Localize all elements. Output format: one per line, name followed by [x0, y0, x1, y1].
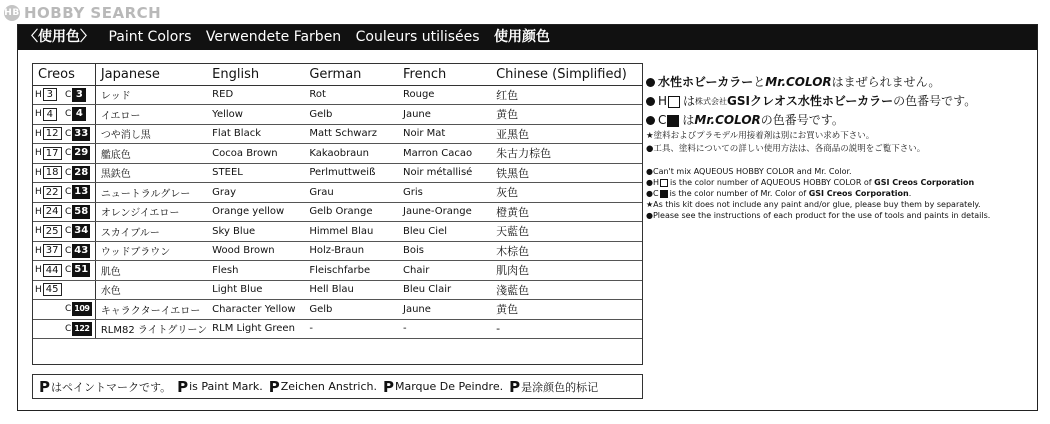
french-name: Jaune-Orange: [398, 202, 491, 222]
bullet-icon: [646, 78, 655, 87]
english-name: STEEL: [207, 163, 304, 183]
aqueous-color-number: 3: [43, 88, 57, 101]
note-text: Mr.COLOR: [694, 113, 761, 127]
french-name: Gris: [398, 183, 491, 203]
english-name: Orange yellow: [207, 202, 304, 222]
german-name: Perlmuttweiß: [304, 163, 398, 183]
french-name: Noir Mat: [398, 124, 491, 144]
chinese-name: 橙黄色: [491, 202, 642, 222]
note-text: の色番号です。: [893, 94, 977, 108]
note-text: ●C: [646, 189, 659, 198]
note-c-number-jp: [646, 111, 1038, 130]
aqueous-color-number: 18: [43, 166, 62, 179]
note-text: 水性ホビーカラー: [797, 94, 894, 108]
header-title-cn: 使用颜色: [494, 29, 551, 45]
note-text: is the color number of AQUEOUS HOBBY COLOR of: [670, 178, 872, 187]
chinese-name: 黄色: [491, 105, 642, 125]
japanese-name: キャラクターイエロー: [95, 300, 207, 320]
header-bar: [18, 25, 1037, 50]
mr-color-number: 3: [72, 88, 86, 102]
c-prefix: C: [65, 226, 72, 237]
h-prefix: H: [35, 284, 42, 295]
notes-section: [646, 73, 1038, 221]
english-name: Flat Black: [207, 124, 304, 144]
chinese-name: 木棕色: [491, 241, 642, 261]
column-header-japanese: Japanese: [95, 64, 207, 85]
german-name: Gelb: [304, 300, 398, 320]
german-name: Grau: [304, 183, 398, 203]
table-row: [33, 222, 642, 242]
table-row: [33, 319, 642, 339]
note-text: .: [908, 189, 912, 198]
english-name: RED: [207, 85, 304, 105]
note-text: の色番号です。: [760, 113, 844, 127]
japanese-name: オレンジイエロー: [95, 202, 207, 222]
creos-code-cell: [33, 202, 95, 222]
note-text: は: [683, 94, 696, 108]
h-prefix: H: [35, 148, 42, 159]
table-row: [33, 85, 642, 105]
note-text: GSI Creos Corporation: [874, 178, 975, 187]
h-prefix: H: [35, 167, 42, 178]
german-name: Rot: [304, 85, 398, 105]
french-name: Jaune: [398, 105, 491, 125]
chinese-name: 天藍色: [491, 222, 642, 242]
header-title-jp: 〈使用色〉: [24, 29, 94, 45]
note-text: は: [682, 113, 695, 127]
french-name: Jaune: [398, 300, 491, 320]
mr-color-number: 13: [74, 186, 89, 198]
paint-mark-icon: P: [177, 377, 189, 396]
note-text: ●H: [646, 178, 659, 187]
note-h-number-jp: [646, 92, 1038, 111]
c-prefix: C: [65, 89, 72, 100]
french-name: Noir métallisé: [398, 163, 491, 183]
paint-mark-icon: P: [268, 377, 280, 396]
h-prefix: H: [35, 89, 42, 100]
german-name: Fleischfarbe: [304, 261, 398, 281]
mr-color-number: 51: [74, 264, 89, 276]
creos-code-cell: [33, 222, 95, 242]
aqueous-color-number: 37: [43, 244, 62, 257]
paint-color-table: [33, 64, 642, 339]
header-title-en: Paint Colors: [108, 29, 192, 45]
c-box-icon: [667, 115, 679, 127]
table-body: [33, 85, 642, 339]
english-name: RLM Light Green: [207, 319, 304, 339]
c-prefix: C: [65, 323, 72, 334]
japanese-name: つや消し黒: [95, 124, 207, 144]
french-name: Chair: [398, 261, 491, 281]
paint-mark-fr: Marque De Peindre.: [395, 380, 504, 393]
aqueous-color-number: 24: [43, 205, 62, 218]
c-prefix: C: [65, 109, 72, 120]
english-name: Yellow: [207, 105, 304, 125]
note-instructions-en: ●Please see the instructions of each product for the use of tools and paints in details.: [646, 211, 991, 220]
aqueous-color-number: 4: [43, 108, 57, 121]
paint-mark-icon: P: [509, 377, 521, 396]
german-name: Gelb Orange: [304, 202, 398, 222]
creos-code-cell: [33, 183, 95, 203]
paint-mark-icon: P: [39, 377, 50, 396]
c-prefix: C: [65, 265, 72, 276]
chinese-name: 亚黑色: [491, 124, 642, 144]
german-name: Matt Schwarz: [304, 124, 398, 144]
english-name: Flesh: [207, 261, 304, 281]
english-name: Wood Brown: [207, 241, 304, 261]
french-name: Marron Cacao: [398, 144, 491, 164]
note-text: is the color number of Mr. Color of: [669, 189, 807, 198]
bullet-icon: [646, 97, 655, 106]
paint-mark-cn: 是涂颜色的标记: [521, 380, 599, 394]
aqueous-color-number: 17: [43, 147, 62, 160]
german-name: -: [304, 319, 398, 339]
header-title-de: Verwendete Farben: [205, 29, 342, 45]
japanese-name: 肌色: [95, 261, 207, 281]
creos-code-cell: [33, 124, 95, 144]
english-name: Gray: [207, 183, 304, 203]
column-header-chinese: Chinese (Simplified): [491, 64, 642, 85]
note-text: と: [753, 75, 766, 89]
french-name: -: [398, 319, 491, 339]
h-box-icon: [668, 96, 680, 108]
chinese-name: 肌肉色: [491, 261, 642, 281]
note-no-mix-en: ●Can't mix AQUEOUS HOBBY COLOR and Mr. Color.: [646, 167, 852, 176]
table-row: [33, 183, 642, 203]
table-row: [33, 124, 642, 144]
mr-color-number: 122: [72, 322, 91, 336]
japanese-name: 黒鉄色: [95, 163, 207, 183]
japanese-name: RLM82 ライトグリーン: [95, 319, 207, 339]
c-prefix: C: [65, 206, 72, 217]
paint-colors-panel: [17, 24, 1038, 411]
paint-mark-icon: P: [383, 377, 394, 396]
creos-code-cell: [33, 144, 95, 164]
h-prefix: H: [35, 245, 42, 256]
note-buy-separately-en: ★As this kit does not include any paint and/or glue, please buy them by separately.: [646, 200, 981, 209]
english-name: Light Blue: [207, 280, 304, 300]
paint-mark-de: Zeichen Anstrich.: [280, 380, 377, 393]
note-text: H: [658, 94, 668, 108]
mr-color-number: 4: [72, 107, 86, 121]
japanese-name: レッド: [95, 85, 207, 105]
paint-mark-en: is Paint Mark.: [189, 380, 263, 393]
japanese-name: ニュートラルグレー: [95, 183, 207, 203]
note-c-number-en: [646, 188, 1038, 199]
japanese-name: 艦底色: [95, 144, 207, 164]
japanese-name: 水色: [95, 280, 207, 300]
header-title-fr: Couleurs utilisées: [355, 29, 480, 45]
note-text: Mr.COLOR: [765, 75, 832, 89]
table-row: [33, 163, 642, 183]
paint-mark-jp: はペイントマークです。: [51, 380, 172, 394]
chinese-name: -: [491, 319, 642, 339]
mr-color-number: 29: [74, 147, 89, 159]
bullet-icon: [646, 116, 655, 125]
table-row: [33, 300, 642, 320]
chinese-name: 淺藍色: [491, 280, 642, 300]
column-header-creos: Creos: [33, 64, 95, 85]
c-prefix: C: [65, 167, 72, 178]
chinese-name: 铁黑色: [491, 163, 642, 183]
mr-color-number: 34: [74, 225, 89, 237]
mr-color-number: 43: [74, 244, 89, 256]
table-row: [33, 144, 642, 164]
table-row: [33, 261, 642, 281]
aqueous-color-number: 25: [43, 225, 62, 238]
creos-code-cell: [33, 85, 95, 105]
c-prefix: C: [65, 245, 72, 256]
table-row: [33, 280, 642, 300]
c-box-icon: [660, 190, 668, 198]
aqueous-color-number: 44: [43, 264, 62, 277]
creos-code-cell: [33, 241, 95, 261]
german-name: Hell Blau: [304, 280, 398, 300]
chinese-name: 黄色: [491, 300, 642, 320]
table-row: [33, 241, 642, 261]
note-text: はまぜられません。: [831, 75, 941, 89]
paint-mark-legend: [32, 374, 643, 399]
german-name: Kakaobraun: [304, 144, 398, 164]
c-prefix: C: [65, 148, 72, 159]
chinese-name: 红色: [491, 85, 642, 105]
column-header-french: French: [398, 64, 491, 85]
paint-color-table-box: [32, 63, 643, 365]
note-buy-separately-jp: ★塗料およびプラモデル用接着剤は別にお買い求め下さい。: [646, 131, 875, 141]
h-prefix: H: [35, 109, 42, 120]
h-prefix: H: [35, 226, 42, 237]
mr-color-number: 28: [74, 166, 89, 178]
french-name: Bleu Ciel: [398, 222, 491, 242]
table-header-row: [33, 64, 642, 85]
h-box-icon: [660, 179, 668, 187]
creos-code-cell: [33, 280, 95, 300]
table-row: [33, 105, 642, 125]
h-prefix: H: [35, 128, 42, 139]
mr-color-number: 58: [74, 205, 89, 217]
german-name: Gelb: [304, 105, 398, 125]
hobby-search-logo-icon: HB: [4, 5, 20, 21]
h-prefix: H: [35, 187, 42, 198]
creos-code-cell: [33, 319, 95, 339]
h-prefix: H: [35, 265, 42, 276]
note-text: 水性ホビーカラー: [658, 75, 754, 89]
note-text: C: [658, 113, 667, 127]
japanese-name: イエロー: [95, 105, 207, 125]
c-prefix: C: [65, 128, 72, 139]
japanese-name: ウッドブラウン: [95, 241, 207, 261]
hobby-search-watermark: [4, 4, 161, 22]
mr-color-number: 109: [72, 302, 91, 316]
note-text: GSIクレオス: [727, 94, 798, 108]
creos-code-cell: [33, 300, 95, 320]
german-name: Holz-Braun: [304, 241, 398, 261]
french-name: Rouge: [398, 85, 491, 105]
c-prefix: C: [65, 304, 72, 315]
note-text: 株式会社: [695, 97, 728, 106]
note-h-number-en: [646, 177, 1038, 188]
japanese-name: スカイブルー: [95, 222, 207, 242]
english-name: Cocoa Brown: [207, 144, 304, 164]
mr-color-number: 33: [74, 127, 89, 139]
french-name: Bois: [398, 241, 491, 261]
table-row: [33, 202, 642, 222]
english-name: Character Yellow: [207, 300, 304, 320]
creos-code-cell: [33, 105, 95, 125]
aqueous-color-number: 45: [43, 283, 62, 296]
h-prefix: H: [35, 206, 42, 217]
creos-code-cell: [33, 261, 95, 281]
creos-code-cell: [33, 163, 95, 183]
chinese-name: 朱古力棕色: [491, 144, 642, 164]
german-name: Himmel Blau: [304, 222, 398, 242]
watermark-text: HOBBY SEARCH: [24, 4, 162, 22]
note-no-mix-jp: [646, 73, 1038, 92]
aqueous-color-number: 12: [43, 127, 62, 140]
french-name: Bleu Clair: [398, 280, 491, 300]
aqueous-color-number: 22: [43, 186, 62, 199]
note-instructions-jp: ●工具、塗料についての詳しい使用方法は、各商品の説明をご覧下さい。: [646, 144, 926, 154]
chinese-name: 灰色: [491, 183, 642, 203]
column-header-german: German: [304, 64, 398, 85]
note-text: GSI Creos Corporation: [808, 189, 909, 198]
english-name: Sky Blue: [207, 222, 304, 242]
column-header-english: English: [207, 64, 304, 85]
c-prefix: C: [65, 187, 72, 198]
